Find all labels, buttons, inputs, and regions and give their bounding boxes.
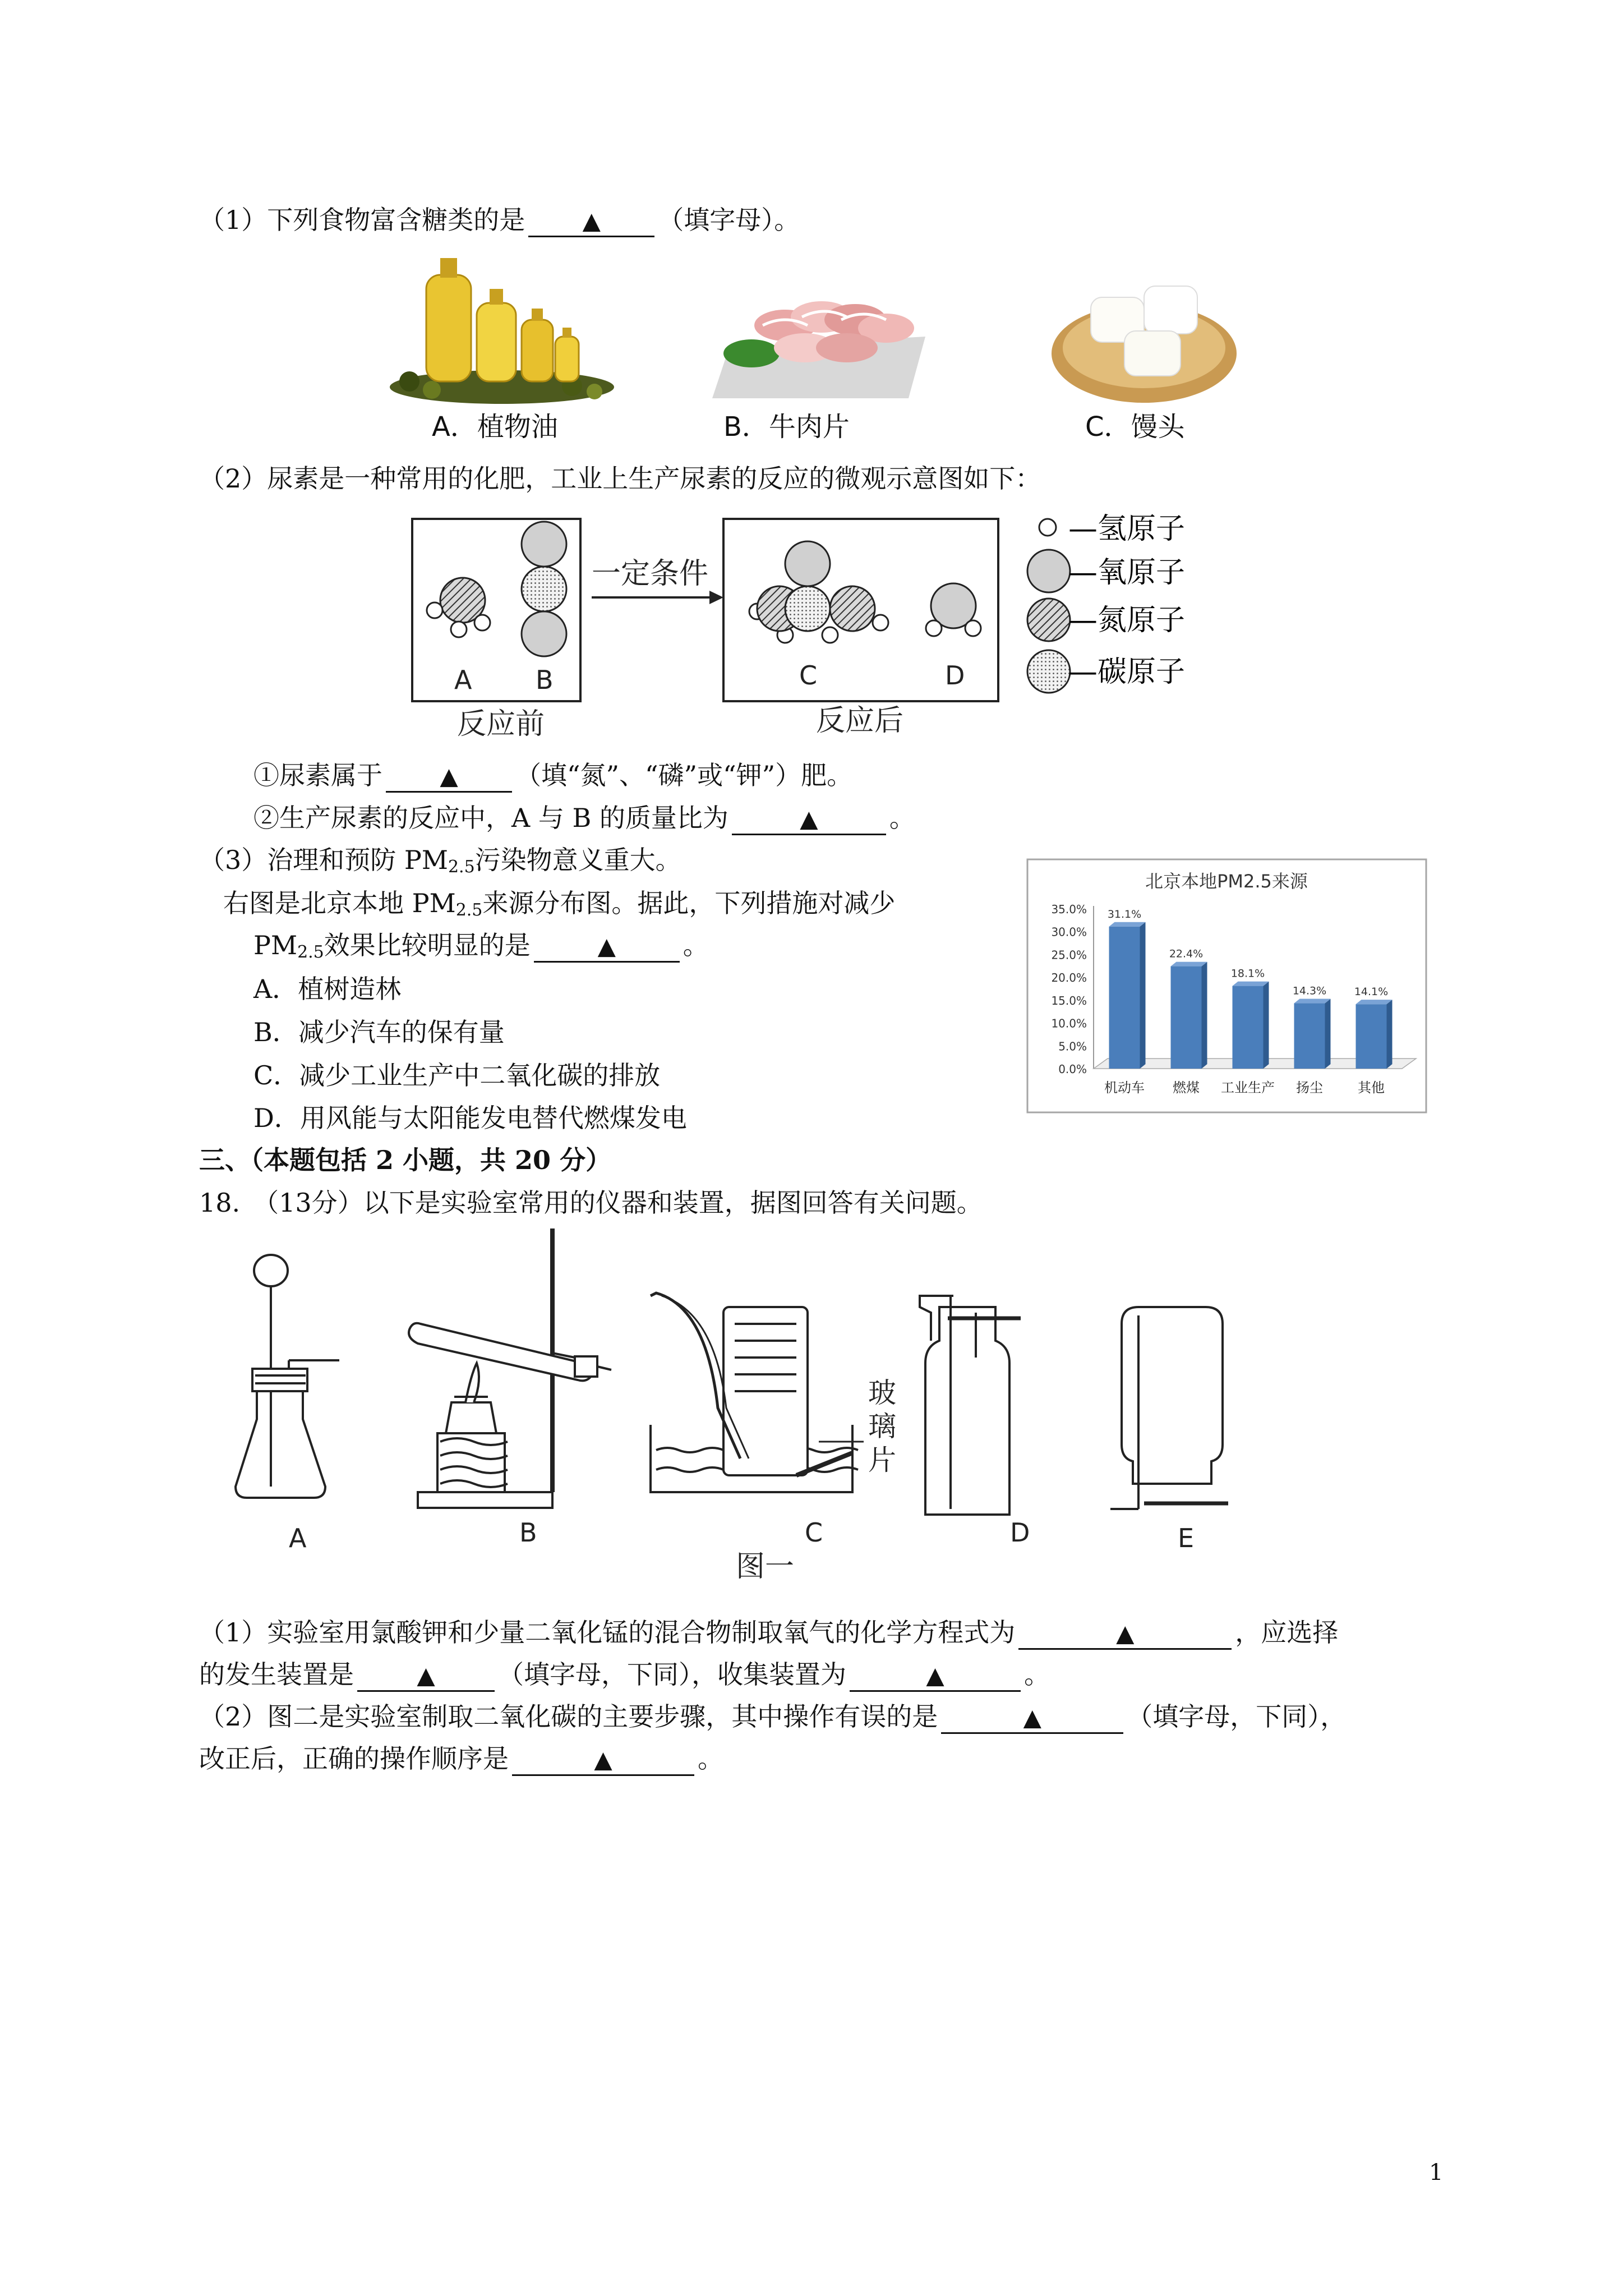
q18-part1-text-c: 的发生装置是 <box>199 1659 354 1690</box>
option-a[interactable]: A．植树造林 <box>253 974 402 1004</box>
reaction-microscopic-diagram <box>404 510 1223 746</box>
answer-blank[interactable] <box>732 803 886 835</box>
legend-carbon: —碳原子 <box>1068 655 1186 689</box>
bar-燃煤 <box>1171 967 1202 1069</box>
q17-part3-context <box>223 886 895 927</box>
q18-part1-text-b: ，应选择 <box>1235 1617 1339 1648</box>
q18-part1-text-e: 。 <box>1024 1659 1050 1690</box>
q17-part3-context-b: 来源分布图。据此，下列措施对减少 <box>482 888 896 918</box>
bar-side <box>1325 999 1331 1069</box>
y-tick-label: 30.0% <box>1051 925 1087 939</box>
q18-part1-line1 <box>199 1616 1338 1650</box>
q17-part3-text: （3）治理和预防 PM <box>199 845 448 875</box>
category-label: 机动车 <box>1104 1080 1145 1096</box>
hydrogen-atom-icon <box>1039 519 1056 536</box>
q18-part1-text-a: （1）实验室用氯酸钾和少量二氧化锰的混合物制取氧气的化学方程式为 <box>199 1617 1016 1648</box>
triangle-icon: ▲ <box>417 1662 435 1689</box>
y-tick-label: 20.0% <box>1051 971 1087 985</box>
glass-label-1: 玻 <box>868 1377 896 1409</box>
apparatus-b-test-tube-heating <box>409 1228 611 1508</box>
q17-sub1-line <box>253 758 852 793</box>
answer-blank[interactable] <box>534 931 680 963</box>
legend-hydrogen: —氢原子 <box>1068 512 1186 546</box>
category-label: 工业生产 <box>1221 1080 1275 1096</box>
triangle-icon: ▲ <box>926 1662 944 1689</box>
apparatus-label-a: A <box>289 1523 307 1553</box>
q17-sub1-text: ①尿素属于 <box>253 760 382 790</box>
apparatus-figure <box>224 1228 1290 1588</box>
q18-part2-text-c: 改正后，正确的操作顺序是 <box>199 1743 509 1774</box>
q18-part2-text-d: 。 <box>698 1743 723 1774</box>
molecule-c-label: C <box>799 660 818 691</box>
q17-part3-question <box>253 928 709 969</box>
q18-part1-line2 <box>199 1658 1050 1692</box>
glass-label-2: 璃 <box>868 1410 896 1443</box>
y-tick-label: 0.0% <box>1058 1062 1087 1076</box>
carbon-atom-icon <box>1027 650 1070 693</box>
bar-top <box>1356 1000 1393 1004</box>
apparatus-c-water-collection <box>651 1293 864 1492</box>
legend-nitrogen: —氮原子 <box>1068 604 1186 637</box>
category-label: 燃煤 <box>1173 1080 1200 1096</box>
y-tick-label: 25.0% <box>1051 948 1087 962</box>
answer-blank[interactable] <box>1018 1618 1232 1650</box>
bar-side <box>1140 922 1146 1069</box>
bar-机动车 <box>1109 927 1140 1069</box>
apparatus-e-inverted-bottle <box>1110 1307 1228 1509</box>
q17-part3-question-b: 效果比较明显的是 <box>324 930 531 960</box>
legend-oxygen: —氧原子 <box>1068 556 1186 590</box>
triangle-icon: ▲ <box>800 805 818 832</box>
q17-part3-line <box>199 843 681 884</box>
bar-top <box>1233 982 1269 986</box>
bar-top <box>1294 999 1331 1004</box>
data-label: 14.1% <box>1354 986 1389 999</box>
oxygen-atom-icon <box>1027 550 1070 592</box>
q18-part1-text-d: （填字母，下同），收集装置为 <box>498 1659 846 1690</box>
steamed-buns-basket-icon <box>1049 275 1239 404</box>
glass-label-3: 片 <box>868 1444 896 1476</box>
bar-side <box>1202 962 1207 1069</box>
q17-part3-question-c: 。 <box>683 930 709 960</box>
answer-blank[interactable] <box>512 1744 694 1776</box>
answer-blank[interactable] <box>386 761 512 793</box>
q17-sub2-line <box>253 801 915 835</box>
pm-subscript: 2.5 <box>297 942 324 962</box>
q17-sub2-text: ②生产尿素的反应中，A 与 B 的质量比为 <box>253 803 728 833</box>
nitrogen-atom-icon <box>1027 599 1070 641</box>
q18-part2-line2 <box>199 1742 723 1776</box>
apparatus-d-gas-bottle <box>920 1295 1021 1515</box>
q17-part1-line <box>199 203 800 237</box>
data-label: 22.4% <box>1169 947 1204 960</box>
q17-part3-text-b: 污染物意义重大。 <box>474 845 681 875</box>
y-tick-label: 35.0% <box>1051 903 1087 916</box>
section-three-heading: 三、（本题包括 2 小题，共 20 分） <box>199 1145 612 1175</box>
triangle-icon: ▲ <box>597 932 616 960</box>
apparatus-label-d: D <box>1010 1517 1030 1548</box>
y-tick-label: 5.0% <box>1058 1039 1087 1053</box>
molecule-a-label: A <box>454 665 472 695</box>
bar-扬尘 <box>1294 1004 1325 1069</box>
q18-intro: 18. （13分）以下是实验室常用的仪器和装置，据图回答有关问题。 <box>199 1188 983 1218</box>
bar-工业生产 <box>1233 986 1264 1069</box>
pm-subscript: 2.5 <box>455 900 483 920</box>
molecule-b-label: B <box>536 665 554 695</box>
y-tick-label: 15.0% <box>1051 993 1087 1007</box>
food-label-a: A．植物油 <box>432 411 558 443</box>
bar-top <box>1109 922 1146 927</box>
q18-part2-text-a: （2）图二是实验室制取二氧化碳的主要步骤，其中操作有误的是 <box>199 1701 938 1732</box>
option-b[interactable]: B．减少汽车的保有量 <box>253 1017 505 1047</box>
apparatus-label-c: C <box>805 1517 823 1548</box>
q18-part2-line1 <box>199 1700 1346 1734</box>
triangle-icon: ▲ <box>1023 1704 1041 1731</box>
pm25-source-chart <box>1026 858 1427 1114</box>
y-tick-label: 10.0% <box>1051 1016 1087 1030</box>
arrow-label: 一定条件 <box>592 557 709 591</box>
bar-side <box>1387 1000 1393 1069</box>
q17-part3-question-a: PM <box>253 930 298 960</box>
apparatus-label-e: E <box>1178 1523 1195 1553</box>
sliced-beef-plate-icon <box>712 286 925 398</box>
q17-part1-suffix: （填字母）。 <box>658 205 800 235</box>
molecule-d-label: D <box>945 660 965 691</box>
apparatus-a-conical-flask <box>236 1255 339 1498</box>
q17-part2-text: （2）尿素是一种常用的化肥，工业上生产尿素的反应的微观示意图如下： <box>199 463 1041 494</box>
answer-blank[interactable] <box>941 1702 1123 1734</box>
vegetable-oil-bottles-icon <box>387 252 617 404</box>
data-label: 18.1% <box>1230 967 1265 980</box>
page-number: 1 <box>1429 2160 1444 2185</box>
option-d[interactable]: D．用风能与太阳能发电替代燃煤发电 <box>253 1103 687 1133</box>
food-label-b: B．牛肉片 <box>723 411 850 443</box>
apparatus-label-b: B <box>519 1517 537 1548</box>
answer-blank[interactable] <box>850 1660 1021 1692</box>
arrow-head-icon <box>709 591 723 604</box>
answer-blank[interactable] <box>357 1660 495 1692</box>
triangle-icon: ▲ <box>1116 1619 1135 1647</box>
triangle-icon: ▲ <box>582 207 601 234</box>
category-label: 扬尘 <box>1296 1080 1323 1096</box>
data-label: 14.3% <box>1292 984 1327 997</box>
figure-one-caption: 图一 <box>736 1550 795 1584</box>
after-caption: 反应后 <box>816 704 904 738</box>
option-c[interactable]: C．减少工业生产中二氧化碳的排放 <box>253 1060 661 1091</box>
chart-title: 北京本地PM2.5来源 <box>1145 871 1308 892</box>
q17-sub1-suffix: （填“氮”、“磷”或“钾”）肥。 <box>515 760 853 790</box>
triangle-icon: ▲ <box>440 762 458 790</box>
q17-part1-text: （1）下列食物富含糖类的是 <box>199 205 525 235</box>
before-caption: 反应前 <box>457 707 545 741</box>
bar-top <box>1171 962 1207 967</box>
q17-sub2-suffix: 。 <box>889 803 915 833</box>
food-label-c: C．馒头 <box>1085 411 1185 443</box>
bar-其他 <box>1356 1004 1387 1069</box>
bar-side <box>1264 982 1269 1069</box>
answer-blank[interactable] <box>528 205 654 237</box>
data-label: 31.1% <box>1107 908 1142 921</box>
triangle-icon: ▲ <box>594 1746 612 1773</box>
category-label: 其他 <box>1358 1080 1385 1096</box>
pm-subscript: 2.5 <box>448 857 475 877</box>
q17-part3-context-a: 右图是北京本地 PM <box>223 888 456 918</box>
q18-part2-text-b: （填字母，下同）， <box>1127 1701 1347 1732</box>
